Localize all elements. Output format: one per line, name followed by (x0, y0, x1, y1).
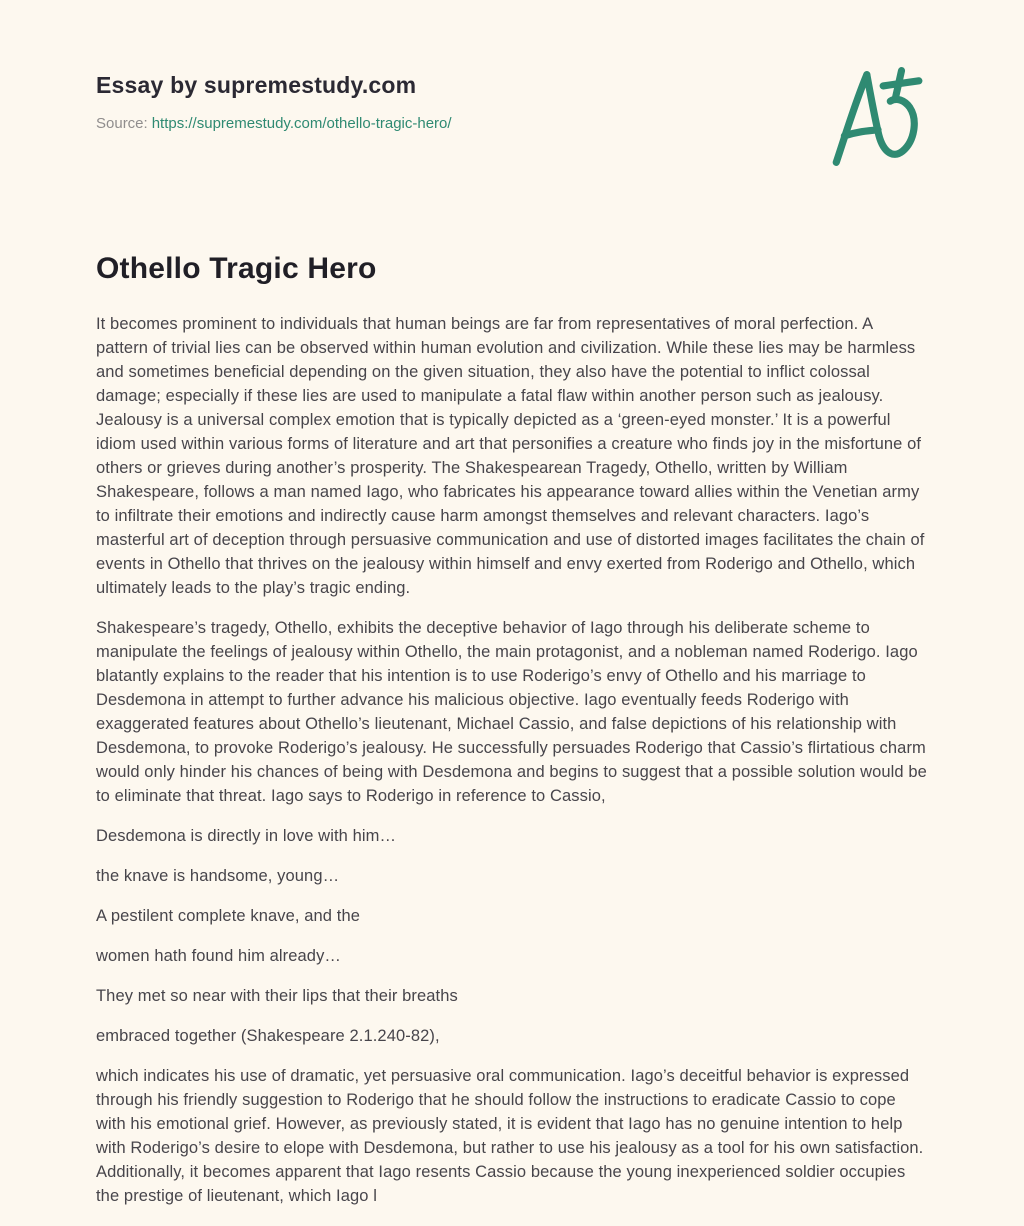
source-link[interactable]: https://supremestudy.com/othello-tragic-hero/ (151, 115, 452, 132)
essay-byline: Essay by supremestudy.com (96, 72, 417, 98)
page-header (96, 0, 928, 170)
essay-paragraph: Shakespeare’s tragedy, Othello, exhibits the deceptive behavior of Iago through his deliberate scheme to manipulate the feelings of jealousy within Othello, the main protagonist, and a nobleman named Roderigo. Iago blatantly explains to the reader that his intention is to use Roderigo’s envy of Othello and his marriage to Desdemona in attempt to further advance his malicious objective. Iago eventually feeds Roderigo with exaggerated features about Othello’s lieutenant, Michael Cassio, and false depictions of his relationship with Desdemona, to provoke Roderigo’s jealousy. He successfully persuades Roderigo that Cassio’s flirtatious charm would only hinder his chances of being with Desdemona and begins to suggest that a possible solution would be to eliminate that threat. Iago says to Roderigo in reference to Cassio, (96, 619, 927, 805)
essay-title: Othello Tragic Hero (96, 252, 377, 285)
quote-line: the knave is handsome, young… (96, 867, 340, 885)
essay-paragraph: It becomes prominent to individuals that human beings are far from representatives of moral perfection. A pattern of trivial lies can be observed within human evolution and civilization. While these lies may be harmless and sometimes beneficial depending on the given situation, they also have the potential to inflict colossal damage; especially if these lies are used to manipulate a fatal flaw within another person such as jealousy. Jealousy is a universal complex emotion that is typically depicted as a ‘green-eyed monster.’ It is a powerful idiom used within various forms of literature and art that personifies a creature who finds joy in the misfortune of others or grieves during another’s prosperity. The Shakespearean Tragedy, Othello, written by William Shakespeare, follows a man named Iago, who fabricates his appearance toward allies within the Venetian army to infiltrate their emotions and indirectly cause harm amongst themselves and relevant characters. Iago’s masterful art of deception through persuasive communication and use of distorted images facilitates the chain of events in Othello that thrives on the jealousy within himself and envy exerted from Roderigo and Othello, which ultimately leads to the play’s tragic ending. (96, 315, 925, 597)
quote-line: They met so near with their lips that their breaths (96, 987, 458, 1005)
source-line (96, 115, 452, 132)
source-label: Source: (96, 115, 148, 132)
quote-line: women hath found him already… (96, 947, 342, 965)
quote-line: embraced together (Shakespeare 2.1.240-82), (96, 1027, 440, 1045)
essay-paragraph: which indicates his use of dramatic, yet persuasive oral communication. Iago’s deceitful behavior is expressed through his friendly suggestion to Roderigo that he should follow the instructions to eradicate Cassio to cope with his emotional grief. However, as previously stated, it is evident that Iago has no genuine intention to help with Roderigo’s desire to elope with Desdemona, but rather to use his jealousy as a tool for his own satisfaction. Additionally, it becomes apparent that Iago resents Cassio because the young inexperienced soldier occupies the prestige of lieutenant, which Iago l (96, 1067, 924, 1205)
header-text-block (96, 72, 452, 132)
quote-line: A pestilent complete knave, and the (96, 907, 361, 925)
essay-body (96, 312, 928, 1208)
supremestudy-a-plus-logo-icon (824, 62, 926, 170)
quote-line: Desdemona is directly in love with him… (96, 827, 397, 845)
